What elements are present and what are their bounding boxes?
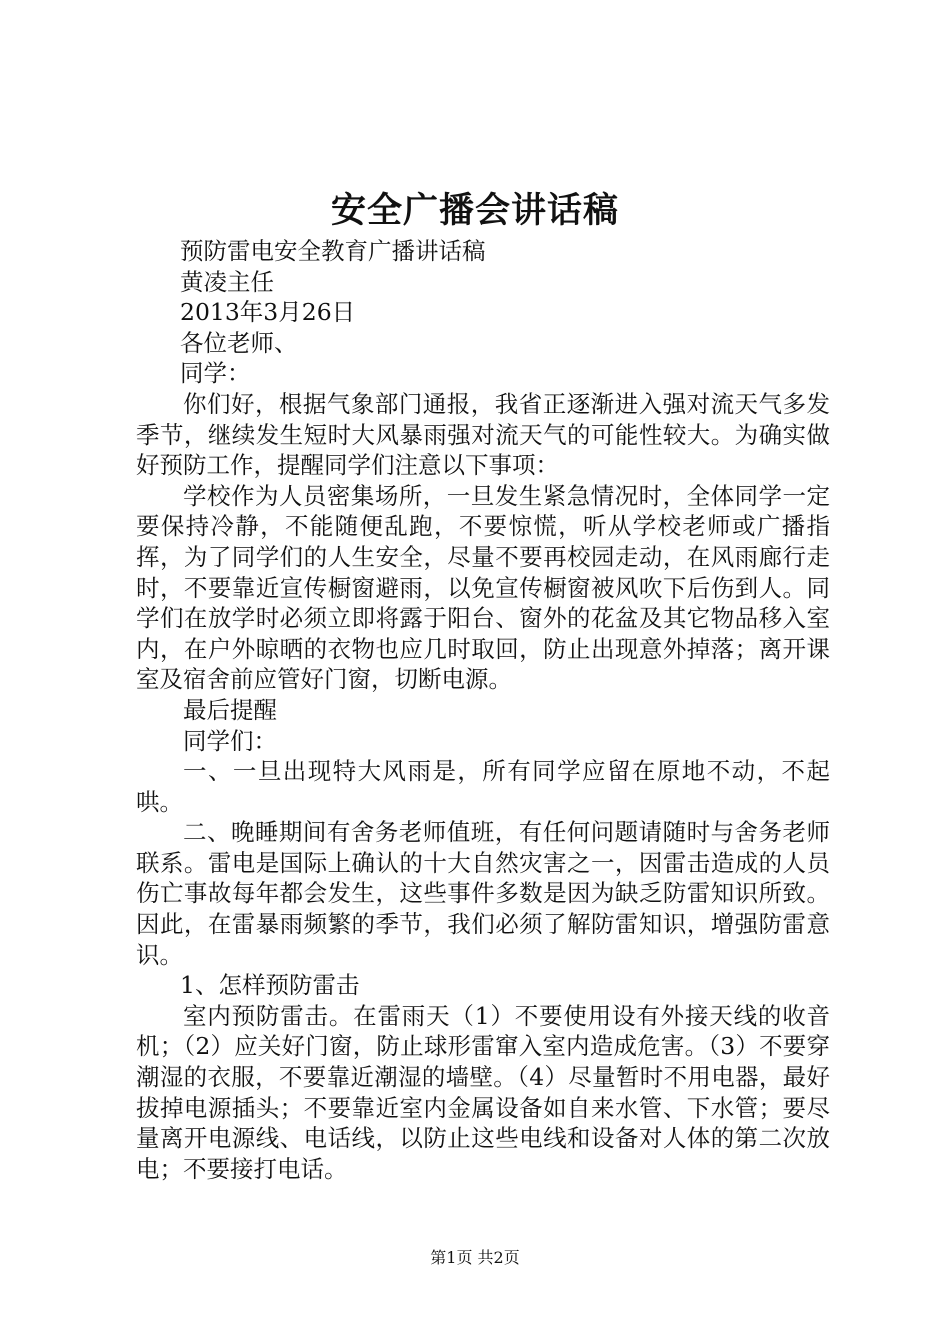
date: 2013年3月26日 (180, 298, 356, 327)
salutation-students: 同学： (180, 359, 251, 388)
paragraph-item-one: 一、一旦出现特大风雨是，所有同学应留在原地不动，不起哄。 (136, 757, 830, 816)
paragraph-intro: 你们好，根据气象部门通报，我省正逐渐进入强对流天气多发季节，继续发生短时大风暴雨强对流天气的可能性较大。为确实做好预防工作，提醒同学们注意以下事项： (136, 389, 830, 480)
page-number: 第1页 共2页 (430, 1248, 520, 1267)
paragraph-item-two: 二、晚睡期间有舍务老师值班，有任何问题请随时与舍务老师联系。雷电是国际上确认的十大自然灾害之一，因雷击造成的人员伤亡事故每年都会发生，这些事件多数是因为缺乏防雷知识所致。因此，在雷暴雨频繁的季节，我们必须了解防雷知识，增强防雷意识。 (136, 818, 830, 969)
subtitle: 预防雷电安全教育广播讲话稿 (180, 237, 486, 265)
paragraph-indoor-lightning: 室内预防雷击。在雷雨天（1）不要使用设有外接天线的收音机；（2）应关好门窗，防止球形雷窜入室内造成危害。（3）不要穿潮湿的衣服，不要靠近潮湿的墙壁。（4）尽量暂时不用电器，最好拔掉电源插头；不要靠近室内金属设备如自来水管、下水管；要尽量离开电源线、电话线，以防止这些电线和设备对人体的第二次放电；不要接打电话。 (136, 1001, 830, 1183)
salutation-teachers: 各位老师、 (180, 328, 298, 357)
section-heading: 1、怎样预防雷击 (180, 971, 360, 1000)
classmates-heading: 同学们： (183, 726, 277, 755)
reminder-heading: 最后提醒 (183, 695, 277, 724)
paragraph-school: 学校作为人员密集场所，一旦发生紧急情况时，全体同学一定要保持冷静，不能随便乱跑，不要惊慌，听从学校老师或广播指挥，为了同学们的人生安全，尽量不要再校园走动，在风雨廊行走时，不要靠近宣传橱窗避雨，以免宣传橱窗被风吹下后伤到人。同学们在放学时必须立即将露于阳台、窗外的花盆及其它物品移入室内，在户外晾晒的衣物也应几时取回，防止出现意外掉落；离开课室及宿舍前应管好门窗，切断电源。 (136, 481, 830, 694)
author: 黄凌主任 (180, 267, 274, 296)
document-body (136, 236, 830, 1184)
document-title: 安全广播会讲话稿 (330, 190, 619, 231)
